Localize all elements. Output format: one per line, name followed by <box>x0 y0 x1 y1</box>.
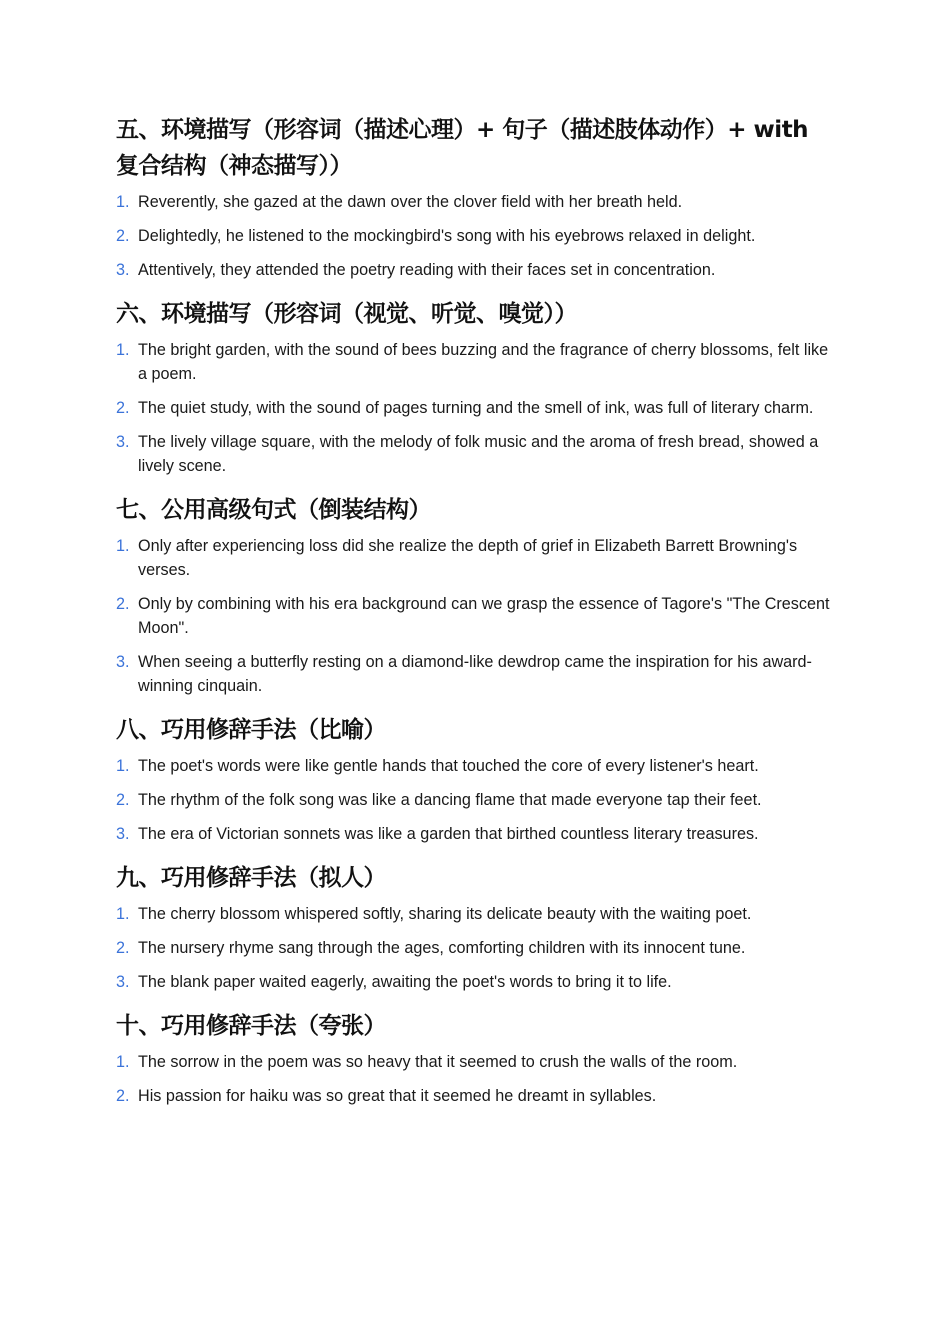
item-text: Only by combining with his era background can we grasp the essence of Tagore's "The Crescent Moon". <box>138 595 830 637</box>
item-text: The rhythm of the folk song was like a dancing flame that made everyone tap their feet. <box>138 791 762 809</box>
list-item <box>116 650 831 698</box>
item-text: The cherry blossom whispered softly, sharing its delicate beauty with the waiting poet. <box>138 905 752 923</box>
item-number: 3. <box>116 973 130 991</box>
item-number: 3. <box>116 433 130 451</box>
numbered-list <box>116 754 831 846</box>
list-item <box>116 190 831 214</box>
item-number: 3. <box>116 825 130 843</box>
section-10 <box>116 1008 831 1108</box>
list-item <box>116 592 831 640</box>
section-heading: 十、巧用修辞手法（夸张） <box>116 1013 386 1039</box>
item-number: 3. <box>116 261 130 279</box>
item-text: The nursery rhyme sang through the ages, comforting children with its innocent tune. <box>138 939 746 957</box>
numbered-list <box>116 1050 831 1108</box>
item-text: His passion for haiku was so great that it seemed he dreamt in syllables. <box>138 1087 657 1105</box>
item-text: The bright garden, with the sound of bees buzzing and the fragrance of cherry blossoms, felt like a poem. <box>138 341 829 383</box>
numbered-list <box>116 534 831 698</box>
list-item <box>116 430 831 478</box>
item-number: 1. <box>116 757 130 775</box>
item-text: When seeing a butterfly resting on a diamond-like dewdrop came the inspiration for his award-winning cinquain. <box>138 653 812 695</box>
section-heading: 六、环境描写（形容词（视觉、听觉、嗅觉）） <box>116 301 577 327</box>
section-8 <box>116 712 831 846</box>
item-text: The sorrow in the poem was so heavy that it seemed to crush the walls of the room. <box>138 1053 738 1071</box>
list-item <box>116 788 831 812</box>
item-number: 1. <box>116 193 130 211</box>
list-item <box>116 1084 831 1108</box>
item-number: 2. <box>116 595 130 613</box>
list-item <box>116 970 831 994</box>
item-text: Reverently, she gazed at the dawn over the clover field with her breath held. <box>138 193 683 211</box>
section-7 <box>116 492 831 698</box>
item-number: 1. <box>116 1053 130 1071</box>
section-9 <box>116 860 831 994</box>
numbered-list <box>116 190 831 282</box>
item-text: Only after experiencing loss did she realize the depth of grief in Elizabeth Barrett Browning's verses. <box>138 537 798 579</box>
section-heading: 五、环境描写（形容词（描述心理）+ 句子（描述肢体动作）+ with 复合结构（神态描写）） <box>116 117 809 179</box>
list-item <box>116 258 831 282</box>
item-text: The lively village square, with the melody of folk music and the aroma of fresh bread, showed a lively scene. <box>138 433 819 475</box>
item-number: 3. <box>116 653 130 671</box>
item-text: The quiet study, with the sound of pages turning and the smell of ink, was full of literary charm. <box>138 399 814 417</box>
numbered-list <box>116 902 831 994</box>
item-number: 2. <box>116 399 130 417</box>
item-number: 2. <box>116 939 130 957</box>
list-item <box>116 224 831 248</box>
document-page <box>116 112 831 1122</box>
item-number: 1. <box>116 905 130 923</box>
item-text: The blank paper waited eagerly, awaiting the poet's words to bring it to life. <box>138 973 672 991</box>
list-item <box>116 936 831 960</box>
item-number: 2. <box>116 227 130 245</box>
section-5 <box>116 112 831 282</box>
list-item <box>116 822 831 846</box>
item-number: 2. <box>116 1087 130 1105</box>
item-number: 1. <box>116 341 130 359</box>
section-heading: 九、巧用修辞手法（拟人） <box>116 865 386 891</box>
item-text: The era of Victorian sonnets was like a garden that birthed countless literary treasures. <box>138 825 759 843</box>
item-number: 2. <box>116 791 130 809</box>
item-text: The poet's words were like gentle hands that touched the core of every listener's heart. <box>138 757 759 775</box>
item-text: Attentively, they attended the poetry reading with their faces set in concentration. <box>138 261 716 279</box>
list-item <box>116 1050 831 1074</box>
section-6 <box>116 296 831 478</box>
list-item <box>116 902 831 926</box>
item-text: Delightedly, he listened to the mockingbird's song with his eyebrows relaxed in delight. <box>138 227 756 245</box>
section-heading: 八、巧用修辞手法（比喻） <box>116 717 386 743</box>
list-item <box>116 396 831 420</box>
list-item <box>116 534 831 582</box>
numbered-list <box>116 338 831 478</box>
item-number: 1. <box>116 537 130 555</box>
list-item <box>116 754 831 778</box>
section-heading: 七、公用高级句式（倒装结构） <box>116 497 431 523</box>
list-item <box>116 338 831 386</box>
